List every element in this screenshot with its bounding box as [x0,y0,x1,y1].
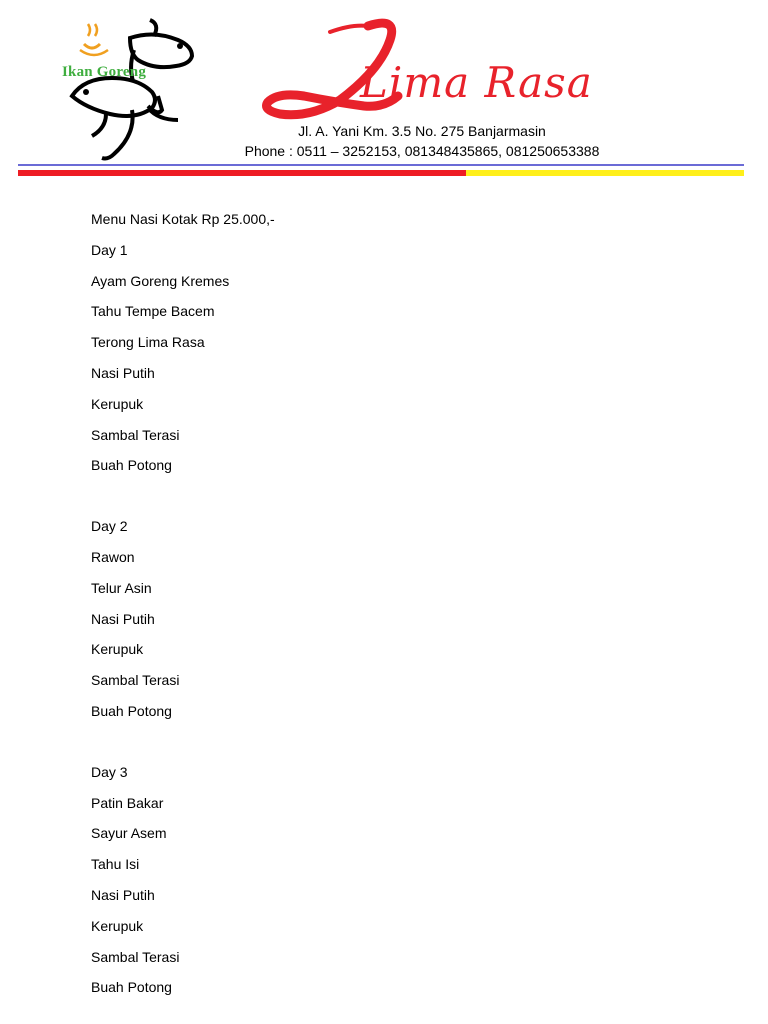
menu-item: Sambal Terasi [91,672,180,689]
menu-item: Tahu Isi [91,856,140,873]
menu-item: Rawon [91,548,135,565]
menu-title: Menu Nasi Kotak Rp 25.000,- [91,211,275,227]
letterhead [0,0,768,185]
menu-item: Tahu Tempe Bacem [91,303,215,320]
brand-name: Lima Rasa [360,58,593,107]
menu-item: Buah Potong [91,702,172,719]
menu-item: Buah Potong [91,979,172,996]
day-heading: Day 3 [91,763,128,780]
menu-item: Sambal Terasi [91,426,180,443]
header-rule-red [18,170,466,176]
menu-item: Buah Potong [91,457,172,474]
menu-item: Kerupuk [91,641,144,658]
address-line: Jl. A. Yani Km. 3.5 No. 275 Banjarmasin [298,123,546,139]
day-heading: Day 2 [91,518,128,535]
section-gap [91,481,275,511]
menu-item: Nasi Putih [91,610,155,627]
section-gap [91,727,275,757]
logo-text: Ikan Goreng [62,64,147,80]
header-rule-yellow [466,170,744,176]
menu-item: Ayam Goreng Kremes [91,272,230,289]
menu-item: Kerupuk [91,395,144,412]
phone-line: Phone : 0511 – 3252153, 081348435865, 081250653388 [244,143,600,159]
menu-item: Nasi Putih [91,886,155,903]
day-heading: Day 1 [91,241,128,258]
menu-item: Nasi Putih [91,364,155,381]
menu-item: Telur Asin [91,579,152,596]
fish-logo-icon [62,14,202,162]
menu-item: Patin Bakar [91,794,164,811]
menu-item: Sambal Terasi [91,948,180,965]
menu-body [91,204,275,1003]
menu-item: Terong Lima Rasa [91,334,205,351]
menu-item: Kerupuk [91,917,144,934]
menu-item: Sayur Asem [91,825,167,842]
header-rule-thin [18,164,744,166]
